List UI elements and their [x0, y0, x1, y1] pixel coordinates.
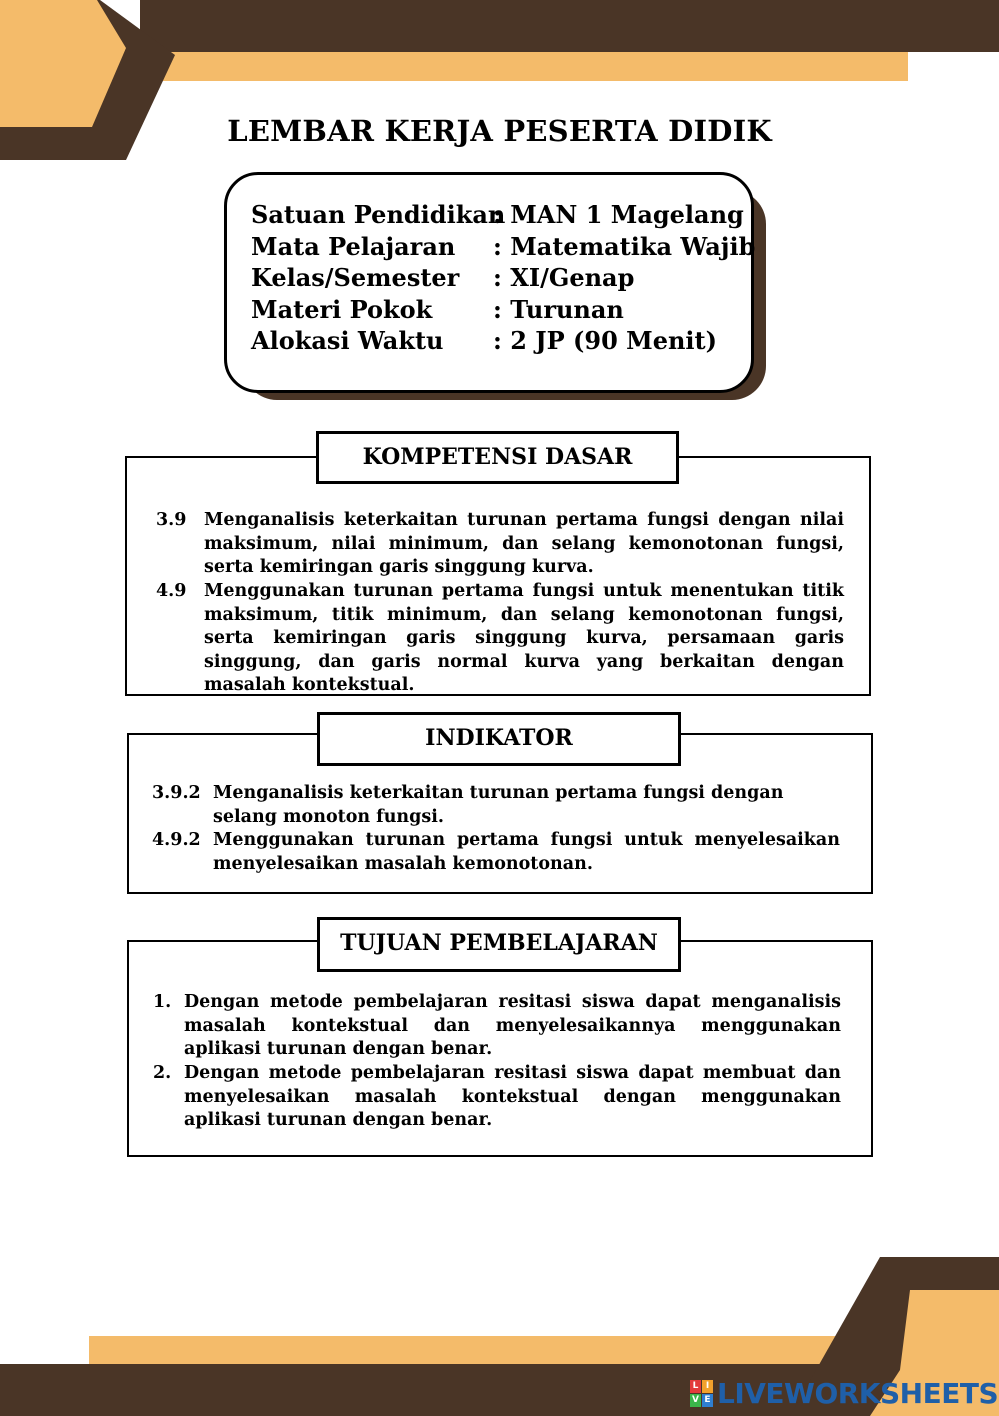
info-label: Materi Pokok — [251, 295, 433, 324]
kompetensi-dasar-heading: KOMPETENSI DASAR — [316, 431, 679, 484]
item-text: Menganalisis keterkaitan turunan pertama fungsi dengan nilai maksimum, nilai minimum, dan selang kemonotonan fungsi, serta kemiringan garis singgung kurva. — [204, 510, 844, 578]
info-label: Kelas/Semester — [251, 263, 460, 292]
item-text: Dengan metode pembelajaran resitasi siswa dapat menganalisis masalah kontekstual dan menyelesaikannya menggunakan aplikasi turunan dengan benar. — [184, 992, 841, 1060]
page-title: LEMBAR KERJA PESERTA DIDIK — [227, 114, 772, 148]
info-value: : 2 JP (90 Menit) — [493, 326, 717, 355]
item-number: 3.9 — [156, 510, 187, 530]
logo-letter: E — [702, 1394, 713, 1407]
indikator-item — [152, 782, 840, 829]
tujuan-heading-text: TUJUAN PEMBELAJARAN — [340, 930, 658, 956]
indikator-item — [152, 829, 840, 876]
tujuan-item — [153, 1062, 841, 1133]
liveworksheets-logo[interactable] — [690, 1378, 998, 1408]
liveworksheets-icon — [690, 1380, 713, 1407]
indikator-heading — [317, 712, 681, 766]
item-number: 2. — [153, 1063, 172, 1083]
info-label: Satuan Pendidikan — [251, 200, 506, 229]
kompetensi-item — [156, 509, 844, 580]
info-value: : Turunan — [493, 295, 624, 324]
info-value: : Matematika Wajib — [493, 232, 756, 261]
item-number: 4.9 — [156, 581, 187, 601]
top-brown-band — [100, 0, 999, 52]
logo-letter: V — [690, 1394, 701, 1407]
item-text: Menganalisis keterkaitan turunan pertama fungsi dengan selang monoton fungsi. — [213, 783, 784, 827]
tujuan-item — [153, 991, 841, 1062]
item-text: Menggunakan turunan pertama fungsi untuk menyelesaikan menyelesaikan masalah kemonotonan. — [213, 830, 840, 874]
tujuan-heading — [317, 917, 681, 972]
liveworksheets-text: LIVEWORKSHEETS — [717, 1376, 999, 1410]
logo-letter: L — [690, 1380, 701, 1393]
info-value: : XI/Genap — [493, 263, 635, 292]
logo-letter: I — [702, 1380, 713, 1393]
info-value: : MAN 1 Magelang — [493, 200, 744, 229]
indikator-heading-text: INDIKATOR — [425, 725, 573, 751]
item-number: 3.9.2 — [152, 783, 201, 803]
info-label: Alokasi Waktu — [251, 326, 444, 355]
item-number: 4.9.2 — [152, 830, 201, 850]
bottom-tan-band — [89, 1336, 919, 1365]
item-text: Menggunakan turunan pertama fungsi untuk menentukan titik maksimum, titik minimum, dan selang kemonotonan fungsi, serta kemiringan garis singgung kurva, persamaan garis singgung, dan garis normal kurva yang berkaitan dengan masalah kontekstual. — [204, 581, 844, 696]
item-text: Dengan metode pembelajaran resitasi siswa dapat membuat dan menyelesaikan masalah kontekstual dengan menggunakan aplikasi turunan dengan benar. — [184, 1063, 841, 1131]
item-number: 1. — [153, 992, 172, 1012]
kompetensi-item — [156, 580, 844, 698]
info-label: Mata Pelajaran — [251, 232, 456, 261]
top-tan-band — [140, 52, 908, 81]
